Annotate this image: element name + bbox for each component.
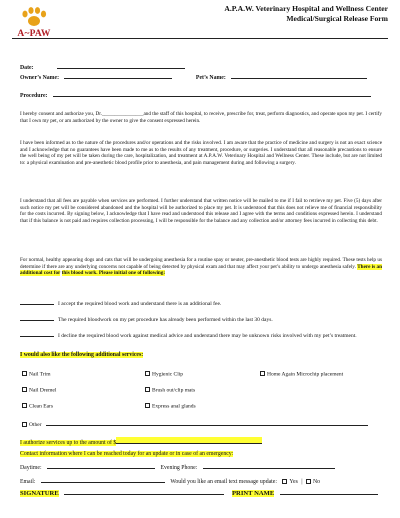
print-name-field[interactable] [280, 488, 378, 495]
signature-label: SIGNATURE [20, 490, 59, 497]
choice-decline-label: I decline the required blood work against medical advice and understand there may be unknown risks involved with my pet’s treatment. [58, 333, 357, 339]
authorize-amount-label: I authorize services up to the amount of $ [20, 440, 117, 446]
checkbox-icon[interactable] [145, 371, 150, 376]
initial-field-accept[interactable] [20, 298, 54, 305]
other-service-field[interactable] [46, 419, 368, 426]
logo-text: A~PAW [17, 29, 51, 39]
bloodwork-paragraph [20, 257, 382, 277]
procedure-field[interactable] [53, 90, 371, 97]
hospital-title: A.P.A.W. Veterinary Hospital and Wellness Center [224, 4, 388, 13]
no-checkbox-icon[interactable] [306, 479, 311, 484]
form-title: Medical/Surgical Release Form [286, 14, 388, 23]
date-row [20, 62, 185, 72]
yes-label: Yes [289, 479, 298, 485]
signature-row [20, 488, 378, 498]
initial-field-decline[interactable] [20, 330, 54, 337]
bloodwork-cost-highlight: There is an additional cost for [20, 263, 382, 277]
bloodwork-choice-decline [20, 330, 382, 340]
date-field[interactable] [57, 62, 185, 69]
text-update-label: Would you like an email text message update: [170, 479, 277, 485]
service-hygienic-clip[interactable]: Hygienic Clip [145, 371, 183, 379]
initial-field-performed[interactable] [20, 314, 54, 321]
phone-row [20, 462, 335, 472]
choice-accept-label: I accept the required blood work and understand there is an additional fee. [58, 301, 222, 307]
owner-name-field[interactable] [64, 72, 172, 79]
no-label: No [312, 479, 321, 485]
authorize-row [20, 437, 262, 447]
names-row [20, 72, 367, 82]
fees-paragraph: I understand that all fees are payable when services are performed. I further understand that written notice will be mailed to me if I fail to retrieve my pet. Five (5) days after such notice my pet will be considered abandoned and the hospital will be authorized to place my pet. It is understood that this does not relieve me of financial responsibility for the costs incurred. By signing below, I acknowledge that I have read and understood this release and I agree with the terms and conditions expressed herein. I understand that if this balance is not paid and requires collection processing, I will be responsible for the balance and any collection and/or attorney fees incurred in collecting this debt. [20, 198, 382, 225]
authorize-amount-field[interactable] [116, 437, 262, 444]
service-nail-dremel[interactable]: Nail Dremel [22, 387, 56, 395]
checkbox-icon[interactable] [145, 403, 150, 408]
service-anal-glands[interactable]: Express anal glands [145, 403, 196, 411]
email-label: Email: [20, 479, 36, 485]
services-heading-row [20, 351, 143, 359]
service-microchip[interactable]: Home Again Microchip placement [260, 371, 343, 379]
print-name-label: PRINT NAME [232, 490, 275, 497]
bloodwork-initial-highlight: this blood work. Please initial one of following: [61, 270, 166, 277]
procedure-row [20, 90, 371, 100]
paw-print-icon [12, 6, 56, 30]
risks-paragraph: I have been informed as to the nature of the procedures and/or operations and the risks involved. I am aware that the practice of medicine and surgery is not an exact science and I acknowledge that no guarantees have been made to me as to the results of any treatment, procedure, or surgeries. I understand that all reasonable precautions to ensure the well being of my pet will be taken during the care, hospitalization, and treatment at A.P.A.W. Veterinary Hospital and Wellness Center. These include, but are not limited to: a physical examination and pre-anesthetic blood profile prior to anesthesia, and pain management during and following a surgery. [20, 140, 382, 167]
contact-info-label: Contact information where I can be reached today for an update or in case of an emergency: [20, 451, 234, 457]
checkbox-icon[interactable] [260, 371, 265, 376]
signature-field[interactable] [64, 488, 224, 495]
daytime-phone-field[interactable] [47, 462, 155, 469]
services-heading: I would also like the following additional services: [20, 352, 144, 358]
checkbox-icon[interactable] [22, 403, 27, 408]
service-clean-ears[interactable]: Clean Ears [22, 403, 53, 411]
bloodwork-text: For normal, healthy appearing dogs and cats that will be undergoing anesthesia for a routine spay or neuter, pre-anesthetic blood tests are highly required. These tests help us determine if there are any underlying concerns not capable of being detected by physical exam and that may affect your pet’s ability to undergo anesthesia safely. [20, 257, 382, 270]
bloodwork-choice-accept [20, 298, 221, 308]
form-header [224, 4, 388, 24]
checkbox-icon[interactable] [22, 422, 27, 427]
consent-paragraph: I hereby consent and authorize you, Dr.________________and the staff of this hospital, to receive, prescribe for, treat, perform diagnostics, and operate upon my pet. I certify that I own my pet, or am authorized by the owner to give the consent expressed herein. [20, 111, 382, 124]
procedure-label: Procedure: [20, 93, 48, 99]
evening-phone-field[interactable] [203, 462, 335, 469]
yes-checkbox-icon[interactable] [282, 479, 287, 484]
choice-performed-label: The required bloodwork on my pet procedure has already been performed within the last 30 days. [58, 317, 273, 323]
hospital-logo [12, 6, 56, 40]
pet-name-label: Pet’s Name: [195, 75, 226, 81]
pet-name-field[interactable] [231, 72, 367, 79]
checkbox-icon[interactable] [145, 387, 150, 392]
header-divider [12, 38, 388, 39]
owner-name-label: Owner’s Name: [20, 75, 60, 81]
evening-label: Evening Phone: [160, 465, 198, 471]
service-other[interactable]: Other [22, 419, 368, 429]
daytime-label: Daytime: [20, 465, 42, 471]
date-label: Date: [20, 65, 34, 71]
bloodwork-choice-performed [20, 314, 273, 324]
checkbox-icon[interactable] [22, 387, 27, 392]
email-row [20, 476, 320, 486]
service-brush-mats[interactable]: Brush out/clip mats [145, 387, 195, 395]
yes-no-separator: | [301, 479, 303, 485]
contact-row [20, 450, 233, 458]
email-field[interactable] [41, 476, 165, 483]
checkbox-icon[interactable] [22, 371, 27, 376]
service-nail-trim[interactable]: Nail Trim [22, 371, 51, 379]
